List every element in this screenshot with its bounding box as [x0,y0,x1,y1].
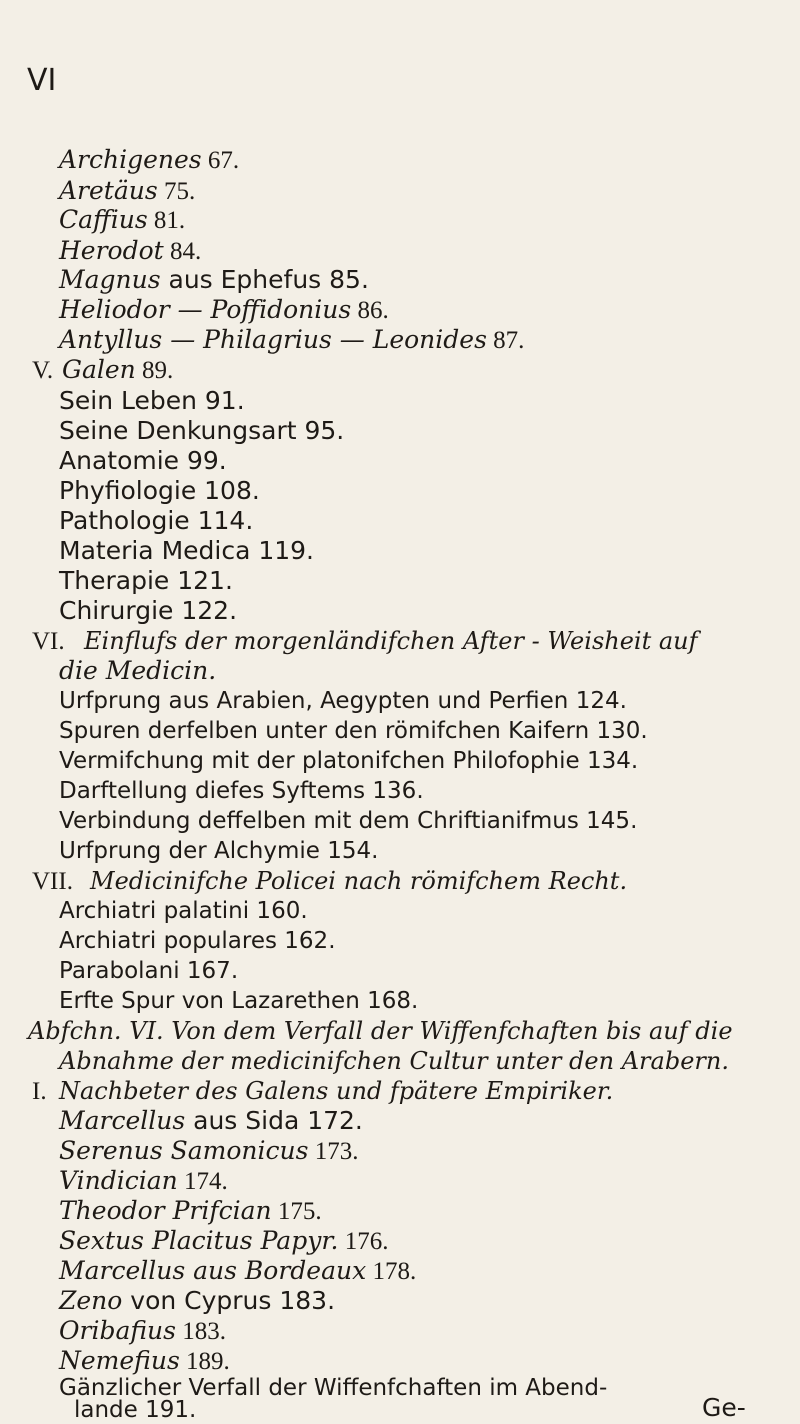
toc-entry [59,1196,322,1227]
toc-entry [59,265,369,295]
toc-entry: Archiatri palatini 160. [59,898,308,924]
toc-entry [59,325,524,356]
toc-entry: Materia Medica 119. [59,536,315,565]
toc-entry: Vermifchung mit der platonifchen Philofophie 134. [59,748,639,774]
section-title: Galen [62,355,136,384]
toc-entry: Phyfiologie 108. [59,476,260,505]
entry-page: 86. [351,297,389,324]
entry-page: 81. [147,207,186,234]
section-title: Medicinifche Policei nach römifchem Recht. [90,867,628,895]
toc-entry: Urfprung aus Arabien, Aegypten und Perfien 124. [59,688,627,714]
toc-entry [59,236,201,267]
entry-page: 189. [179,1348,230,1375]
toc-entry: Spuren derfelben unter den römifchen Kaifern 130. [59,718,648,744]
toc-entry: Chirurgie 122. [59,596,238,625]
entry-name: Marcellus [59,1106,186,1135]
toc-entry [59,176,195,207]
entry-page: 176. [338,1228,389,1255]
entry-page: 87. [486,327,525,354]
entry-name: Caffius [59,205,148,234]
section-heading [32,626,698,657]
toc-entry: Anatomie 99. [59,446,227,475]
entry-name: Magnus [59,265,161,294]
entry-name: Marcellus aus Bordeaux [59,1256,367,1285]
section-heading [32,1076,613,1107]
entry-page: 84. [163,238,202,265]
entry-page: 174. [177,1168,228,1195]
entry-page: 67. [201,147,240,174]
toc-entry [59,1286,335,1316]
entry-name: Sextus Placitus Papyr. [59,1226,339,1255]
toc-entry: Seine Denkungsart 95. [59,416,345,445]
chapter-heading-continued: Abnahme der medicinifchen Cultur unter den Arabern. [59,1047,729,1075]
toc-entry [59,145,239,176]
toc-entry [59,295,389,326]
entry-text: aus Sida 172. [185,1106,363,1135]
entry-name: Nemefius [59,1346,180,1375]
section-title: Nachbeter des Galens und fpätere Empiriker. [59,1077,614,1105]
toc-entry [59,205,185,236]
toc-entry: Verbindung deffelben mit dem Chriftianifmus 145. [59,808,638,834]
toc-entry: Parabolani 167. [59,958,239,984]
section-number: VI. [32,628,65,655]
entry-name: Antyllus — Philagrius — Leonides [59,325,487,354]
entry-page: 175. [271,1198,322,1225]
toc-entry: Darftellung diefes Syftems 136. [59,778,424,804]
section-number: VII. [32,868,73,895]
toc-entry: Pathologie 114. [59,506,254,535]
toc-entry [59,1256,416,1287]
toc-entry [59,1316,226,1347]
toc-entry: Urfprung der Alchymie 154. [59,838,379,864]
toc-entry: Erfte Spur von Lazarethen 168. [59,988,419,1014]
entry-name: Aretäus [59,176,158,205]
entry-page: 178. [366,1258,417,1285]
toc-entry: Archiatri populares 162. [59,928,336,954]
entry-page: 75. [157,178,196,205]
entry-text: aus Ephefus 85. [160,265,369,294]
entry-name: Theodor Prifcian [59,1196,272,1225]
toc-entry: Therapie 121. [59,566,233,595]
entry-name: Herodot [59,236,164,265]
section-heading [32,866,627,897]
toc-entry [59,1106,363,1136]
catchword: Ge- [702,1393,746,1422]
toc-entry [59,1136,358,1167]
toc-entry: Sein Leben 91. [59,386,245,415]
toc-entry [59,1226,388,1257]
entry-page: 173. [308,1138,359,1165]
entry-name: Oribafius [59,1316,176,1345]
entry-name: Serenus Samonicus [59,1136,309,1165]
entry-name: Vindician [59,1166,178,1195]
section-title: Einflufs der morgenländifchen After - Weisheit auf [84,627,698,655]
toc-entry-continued: lande 191. [74,1397,197,1423]
chapter-heading: Abfchn. VI. Von dem Verfall der Wiffenfchaften bis auf die [28,1017,733,1045]
entry-name: Archigenes [59,145,202,174]
entry-page: 89. [135,357,174,384]
section-heading [32,355,173,386]
toc-entry: Gänzlicher Verfall der Wiffenfchaften im Abend- [59,1375,608,1401]
entry-page: 183. [175,1318,226,1345]
entry-text: von Cyprus 183. [122,1286,336,1315]
entry-name: Heliodor — Poffidonius [59,295,352,324]
entry-name: Zeno [59,1286,123,1315]
section-number: V. [32,357,54,384]
section-title-continued: die Medicin. [59,656,217,685]
page-number: VI [27,63,57,98]
toc-entry [59,1166,228,1197]
section-number: I. [32,1078,47,1105]
